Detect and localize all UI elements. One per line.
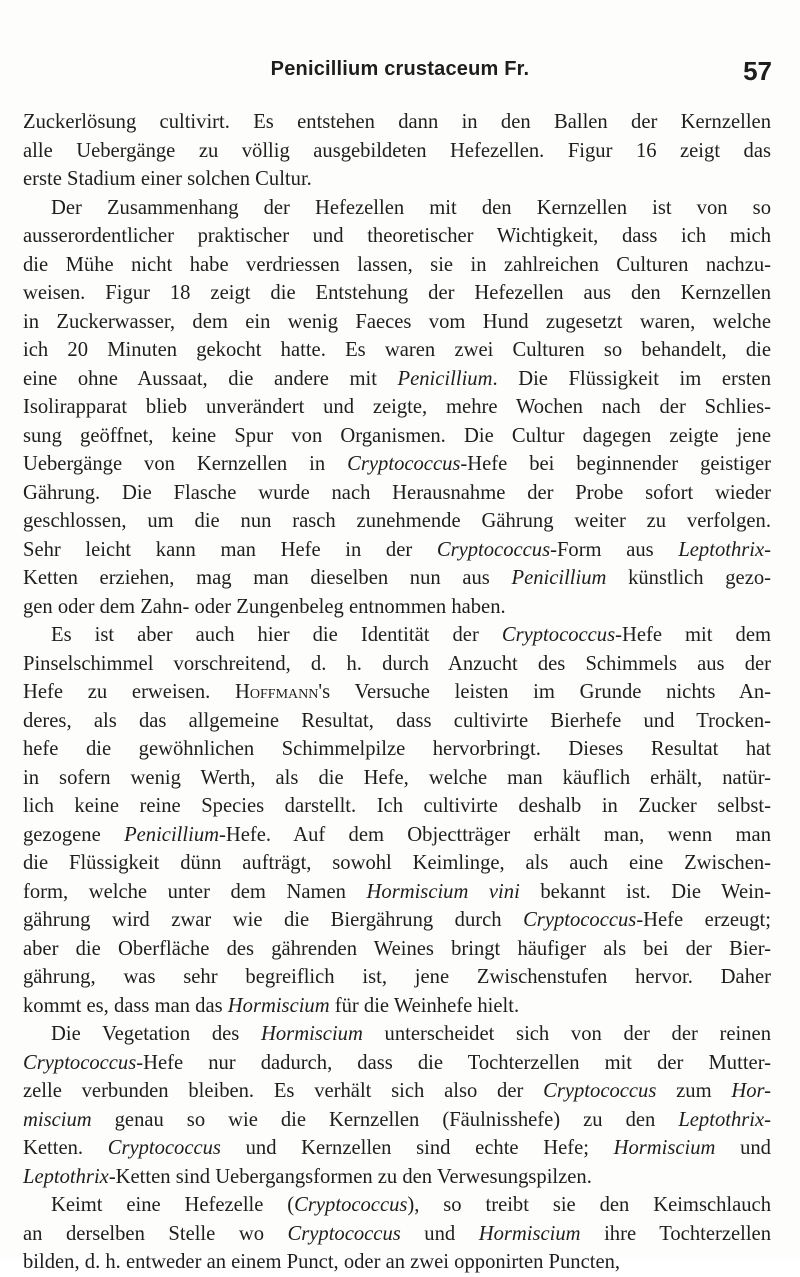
text-line: Uebergänge von Kernzellen in Cryptococcus-Hefe bei beginnender geistiger [23,453,771,475]
page-header [0,56,800,86]
text-line: an derselben Stelle wo Cryptococcus und Hormiscium ihre Tochterzellen [23,1222,771,1245]
text-line: gährung, was sehr begreiflich ist, jene Zwischenstufen hervor. Daher [23,966,771,988]
text-line: ich 20 Minuten gekocht hatte. Es waren zwei Culturen so behandelt, die [23,339,771,361]
text-line: sung geöffnet, keine Spur von Organismen. Die Cultur dagegen zeigte jene [23,424,771,447]
text-line: Hefe zu erweisen. Hoffmann's Versuche leisten im Grunde nichts An- [23,681,771,703]
text-line: Gährung. Die Flasche wurde nach Herausnahme der Probe sofort wieder [23,481,771,504]
text-line: Ketten. Cryptococcus und Kernzellen sind echte Hefe; Hormiscium und [23,1137,771,1159]
page-number: 57 [743,56,772,86]
text-line: geschlossen, um die nun rasch zunehmende Gährung weiter zu verfolgen. [23,510,771,532]
text-line: gen oder dem Zahn- oder Zungenbeleg entnommen haben. [23,595,506,618]
text-line: kommt es, dass man das Hormiscium für die Weinhefe hielt. [23,994,520,1017]
text-line: die Flüssigkeit dünn aufträgt, sowohl Keimlinge, als auch eine Zwischen- [23,852,771,874]
text-line: die Mühe nicht habe verdriessen lassen, sie in zahlreichen Culturen nachzu- [23,253,771,276]
text-line: alle Uebergänge zu völlig ausgebildeten Hefezellen. Figur 16 zeigt das [23,139,771,162]
text-line: Sehr leicht kann man Hefe in der Cryptococcus-Form aus Leptothrix- [23,538,771,561]
text-line: Pinselschimmel vorschreitend, d. h. durch Anzucht des Schimmels aus der [23,652,771,675]
text-line: ausserordentlicher praktischer und theoretischer Wichtigkeit, dass ich mich [23,225,771,247]
text-line: erste Stadium einer solchen Cultur. [23,168,312,190]
text-line: Ketten erziehen, mag man dieselben nun aus Penicillium künstlich gezo- [23,567,771,589]
text-line: weisen. Figur 18 zeigt die Entstehung der Hefezellen aus den Kernzellen [23,282,771,304]
text-line: Die Vegetation des Hormiscium unterscheidet sich von der der reinen [51,1023,771,1045]
body-text [23,108,771,1277]
text-line: bilden, d. h. entweder an einem Punct, oder an zwei opponirten Puncten, [23,1251,621,1273]
text-line: Cryptococcus-Hefe nur dadurch, dass die Tochterzellen mit der Mutter- [23,1051,771,1074]
text-line: zelle verbunden bleiben. Es verhält sich also der Cryptococcus zum Hor- [23,1080,771,1102]
text-line: aber die Oberfläche des gährenden Weines bringt häufiger als bei der Bier- [23,937,771,960]
text-line: Der Zusammenhang der Hefezellen mit den Kernzellen ist von so [51,196,771,219]
text-line: Zuckerlösung cultivirt. Es entstehen dann in den Ballen der Kernzellen [23,111,771,133]
text-line: in sofern wenig Werth, als die Hefe, welche man käuflich erhält, natür- [23,766,771,789]
text-line: in Zuckerwasser, dem ein wenig Faeces vom Hund zugesetzt waren, welche [23,310,771,333]
text-line: hefe die gewöhnlichen Schimmelpilze hervorbringt. Dieses Resultat hat [23,738,771,760]
text-line: Keimt eine Hefezelle (Cryptococcus), so treibt sie den Keimschlauch [51,1194,771,1216]
text-line: Leptothrix-Ketten sind Uebergangsformen zu den Verwesungspilzen. [23,1165,592,1188]
running-title: Penicillium crustaceum Fr. [270,58,530,80]
text-line: lich keine reine Species darstellt. Ich cultivirte deshalb in Zucker selbst- [23,795,771,817]
text-line: eine ohne Aussaat, die andere mit Penicillium. Die Flüssigkeit im ersten [23,367,771,390]
text-line: miscium genau so wie die Kernzellen (Fäulnisshefe) zu den Leptothrix- [23,1108,771,1131]
text-line: Isolirapparat blieb unverändert und zeigte, mehre Wochen nach der Schlies- [23,396,771,418]
text-line: gezogene Penicillium-Hefe. Auf dem Objectträger erhält man, wenn man [23,823,771,846]
text-line: form, welche unter dem Namen Hormiscium vini bekannt ist. Die Wein- [23,880,771,903]
text-line: Es ist aber auch hier die Identität der Cryptococcus-Hefe mit dem [51,624,771,646]
text-line: gährung wird zwar wie die Biergährung durch Cryptococcus-Hefe erzeugt; [23,909,771,931]
text-line: deres, als das allgemeine Resultat, dass cultivirte Bierhefe und Trocken- [23,709,771,732]
